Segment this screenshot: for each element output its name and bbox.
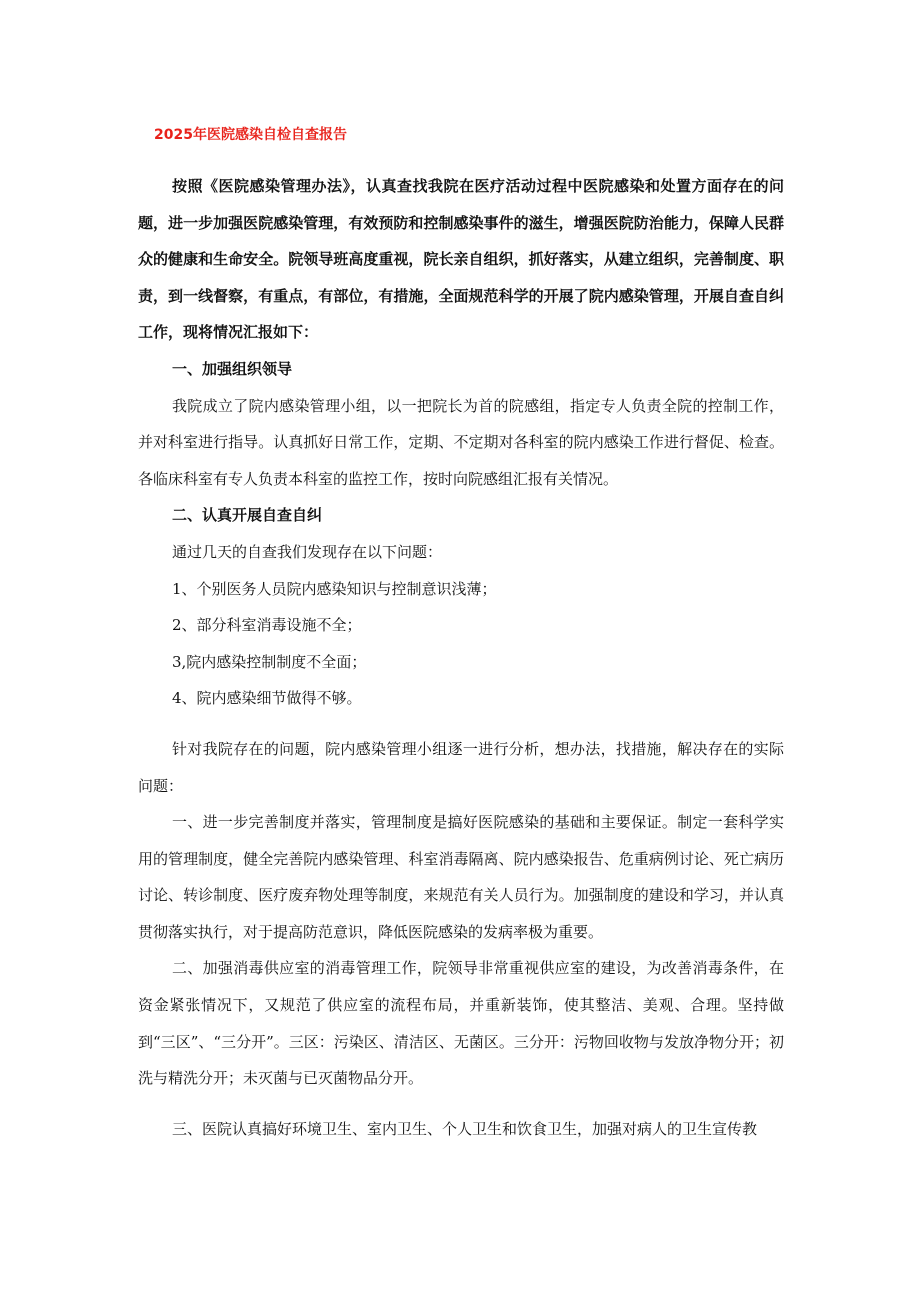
- measure-2-paragraph: 二、加强消毒供应室的消毒管理工作，院领导非常重视供应室的建设，为改善消毒条件，在资金紧张情况下，又规范了供应室的流程布局，并重新装饰，使其整洁、美观、合理。坚持做到“三区”、“三分开”。三区：污染区、清洁区、无菌区。三分开：污物回收物与发放净物分开；初洗与精洗分开；未灭菌与已灭菌物品分开。: [138, 959, 784, 1088]
- document-title: 2025年医院感染自检自查报告: [154, 127, 347, 143]
- section-1-paragraph: 我院成立了院内感染管理小组，以一把院长为首的院感组，指定专人负责全院的控制工作，并对科室进行指导。认真抓好日常工作，定期、不定期对各科室的院内感染工作进行督促、检查。各临床科室有专人负责本科室的监控工作，按时向院感组汇报有关情况。: [138, 396, 784, 488]
- problem-item: 1、个别医务人员院内感染知识与控制意识浅薄；: [172, 579, 497, 598]
- measure-3-paragraph: 三、医院认真搞好环境卫生、室内卫生、个人卫生和饮食卫生，加强对病人的卫生宣传教: [172, 1119, 758, 1138]
- measures-intro-paragraph: 针对我院存在的问题，院内感染管理小组逐一进行分析，想办法，找措施，解决存在的实际问题：: [138, 739, 784, 795]
- paragraph-spacer: [138, 717, 784, 731]
- section-1-heading: 一、加强组织领导: [172, 359, 293, 378]
- section-2-lead: 通过几天的自查我们发现存在以下问题：: [172, 542, 443, 561]
- section-2-heading: 二、认真开展自查自纠: [172, 506, 323, 525]
- problem-item: 3,院内感染控制制度不全面；: [172, 652, 367, 671]
- document-body: [138, 120, 784, 1147]
- problem-item: 4、院内感染细节做得不够。: [172, 689, 362, 708]
- paragraph-spacer: [138, 1097, 784, 1111]
- intro-paragraph: 按照《医院感染管理办法》，认真查找我院在医疗活动过程中医院感染和处置方面存在的问题，进一步加强医院感染管理，有效预防和控制感染事件的滋生，增强医院防治能力，保障人民群众的健康和生命安全。院领导班高度重视，院长亲自组织，抓好落实，从建立组织，完善制度、职责，到一线督察，有重点，有部位，有措施，全面规范科学的开展了院内感染管理，开展自查自纠工作，现将情况汇报如下：: [138, 177, 784, 342]
- measure-1-paragraph: 一、进一步完善制度并落实，管理制度是搞好医院感染的基础和主要保证。制定一套科学实用的管理制度，健全完善院内感染管理、科室消毒隔离、院内感染报告、危重病例讨论、死亡病历讨论、转诊制度、医疗废弃物处理等制度，来规范有关人员行为。加强制度的建设和学习，并认真贯彻落实执行，对于提高防范意识，降低医院感染的发病率极为重要。: [138, 813, 784, 941]
- problem-item: 2、部分科室消毒设施不全；: [172, 616, 362, 635]
- title-spacer: [138, 150, 784, 168]
